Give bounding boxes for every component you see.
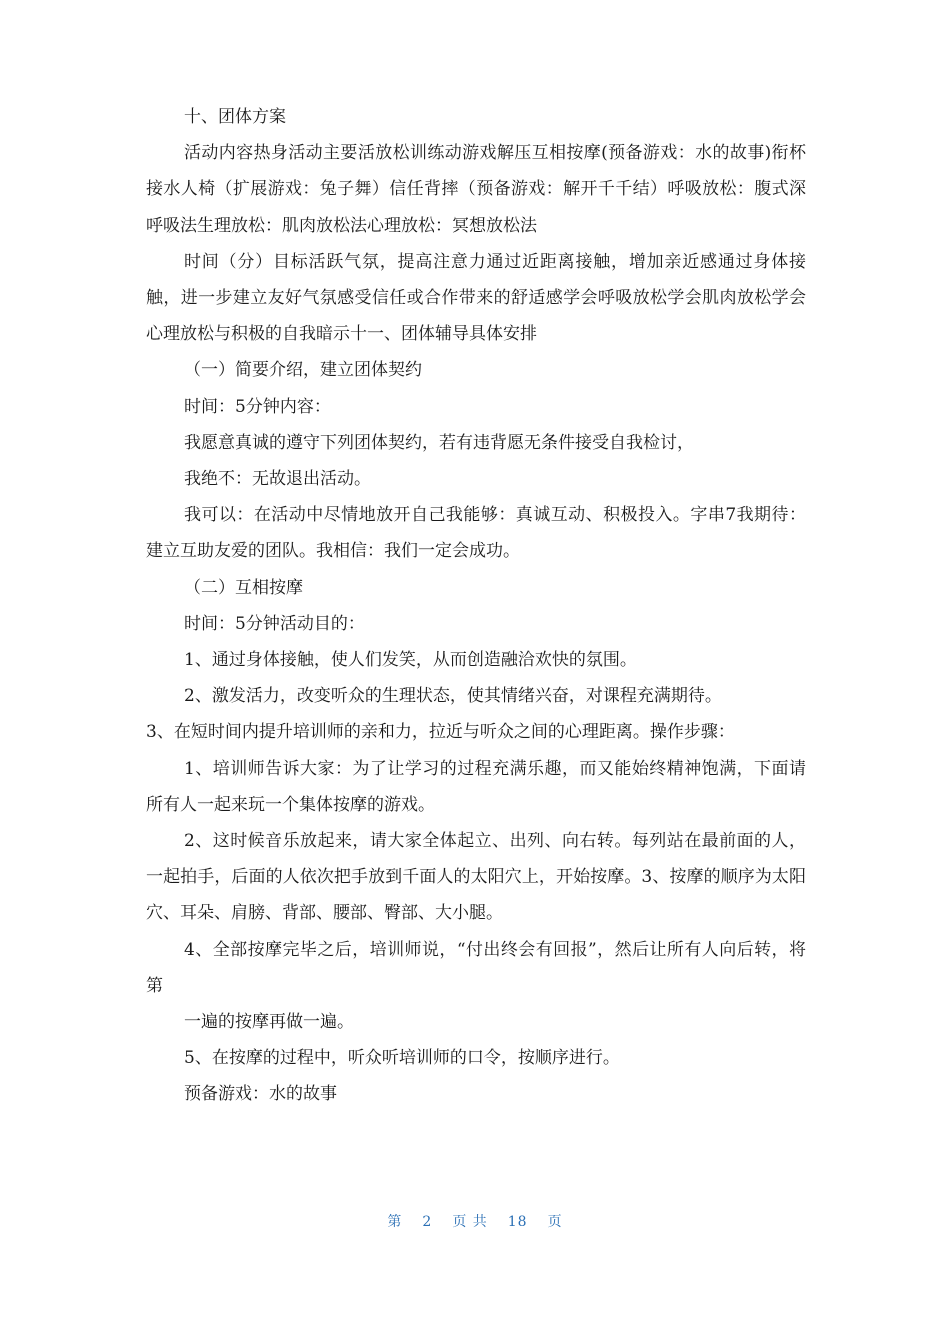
list-item: 1、培训师告诉大家：为了让学习的过程充满乐趣，而又能始终精神饱满，下面请所有人一起来玩一个集体按摩的游戏。 bbox=[146, 758, 806, 815]
paragraph: 时间：5分钟内容： bbox=[184, 396, 331, 417]
paragraph: 我可以：在活动中尽情地放开自己我能够：真诚互动、积极投入。字串7我期待：建立互助友爱的团队。我相信：我们一定会成功。 bbox=[146, 505, 806, 562]
subsection-heading: （二）互相按摩 bbox=[184, 577, 303, 598]
paragraph: 时间：5分钟活动目的： bbox=[184, 613, 365, 634]
list-item: 1、通过身体接触，使人们发笑，从而创造融洽欢快的氛围。 bbox=[184, 650, 637, 671]
footer-page-number: 2 bbox=[422, 1214, 433, 1230]
paragraph: 我绝不：无故退出活动。 bbox=[184, 469, 371, 490]
list-item: 2、这时候音乐放起来，请大家全体起立、出列、向右转。每列站在最前面的人，一起拍手，后面的人依次把手放到千面人的太阳穴上，开始按摩。3、按摩的顺序为太阳穴、耳朵、肩膀、背部、腰部、臀部、大小腿。 bbox=[146, 831, 806, 924]
paragraph: 一遍的按摩再做一遍。 bbox=[184, 1012, 354, 1033]
paragraph: 预备游戏：水的故事 bbox=[184, 1084, 337, 1105]
footer-total-pages: 18 bbox=[507, 1214, 528, 1230]
section-heading: 十、团体方案 bbox=[184, 107, 286, 127]
list-item: 4、全部按摩完毕之后，培训师说，“付出终会有回报”，然后让所有人向后转，将第 bbox=[146, 939, 806, 996]
subsection-heading: （一）简要介绍，建立团体契约 bbox=[184, 360, 422, 381]
page-footer bbox=[0, 1211, 950, 1231]
list-item: 3、在短时间内提升培训师的亲和力，拉近与听众之间的心理距离。操作步骤： bbox=[146, 722, 735, 743]
footer-suffix: 页 bbox=[547, 1214, 563, 1230]
document-body bbox=[146, 99, 806, 1113]
footer-middle: 页 共 bbox=[452, 1214, 488, 1230]
list-item: 5、在按摩的过程中，听众听培训师的口令，按顺序进行。 bbox=[184, 1048, 620, 1069]
list-item: 2、激发活力，改变听众的生理状态，使其情绪兴奋，对课程充满期待。 bbox=[184, 686, 722, 707]
footer-prefix: 第 bbox=[387, 1214, 403, 1230]
paragraph: 时间（分）目标活跃气氛，提高注意力通过近距离接触，增加亲近感通过身体接触，进一步建立友好气氛感受信任或合作带来的舒适感学会呼吸放松学会肌肉放松学会心理放松与积极的自我暗示十一、团体辅导具体安排 bbox=[146, 251, 806, 345]
paragraph: 我愿意真诚的遵守下列团体契约，若有违背愿无条件接受自我检讨， bbox=[184, 432, 694, 453]
paragraph: 活动内容热身活动主要活放松训练动游戏解压互相按摩(预备游戏：水的故事)衔杯接水人椅（扩展游戏：兔子舞）信任背摔（预备游戏：解开千千结）呼吸放松：腹式深呼吸法生理放松：肌肉放松法心理放松：冥想放松法 bbox=[146, 143, 806, 236]
